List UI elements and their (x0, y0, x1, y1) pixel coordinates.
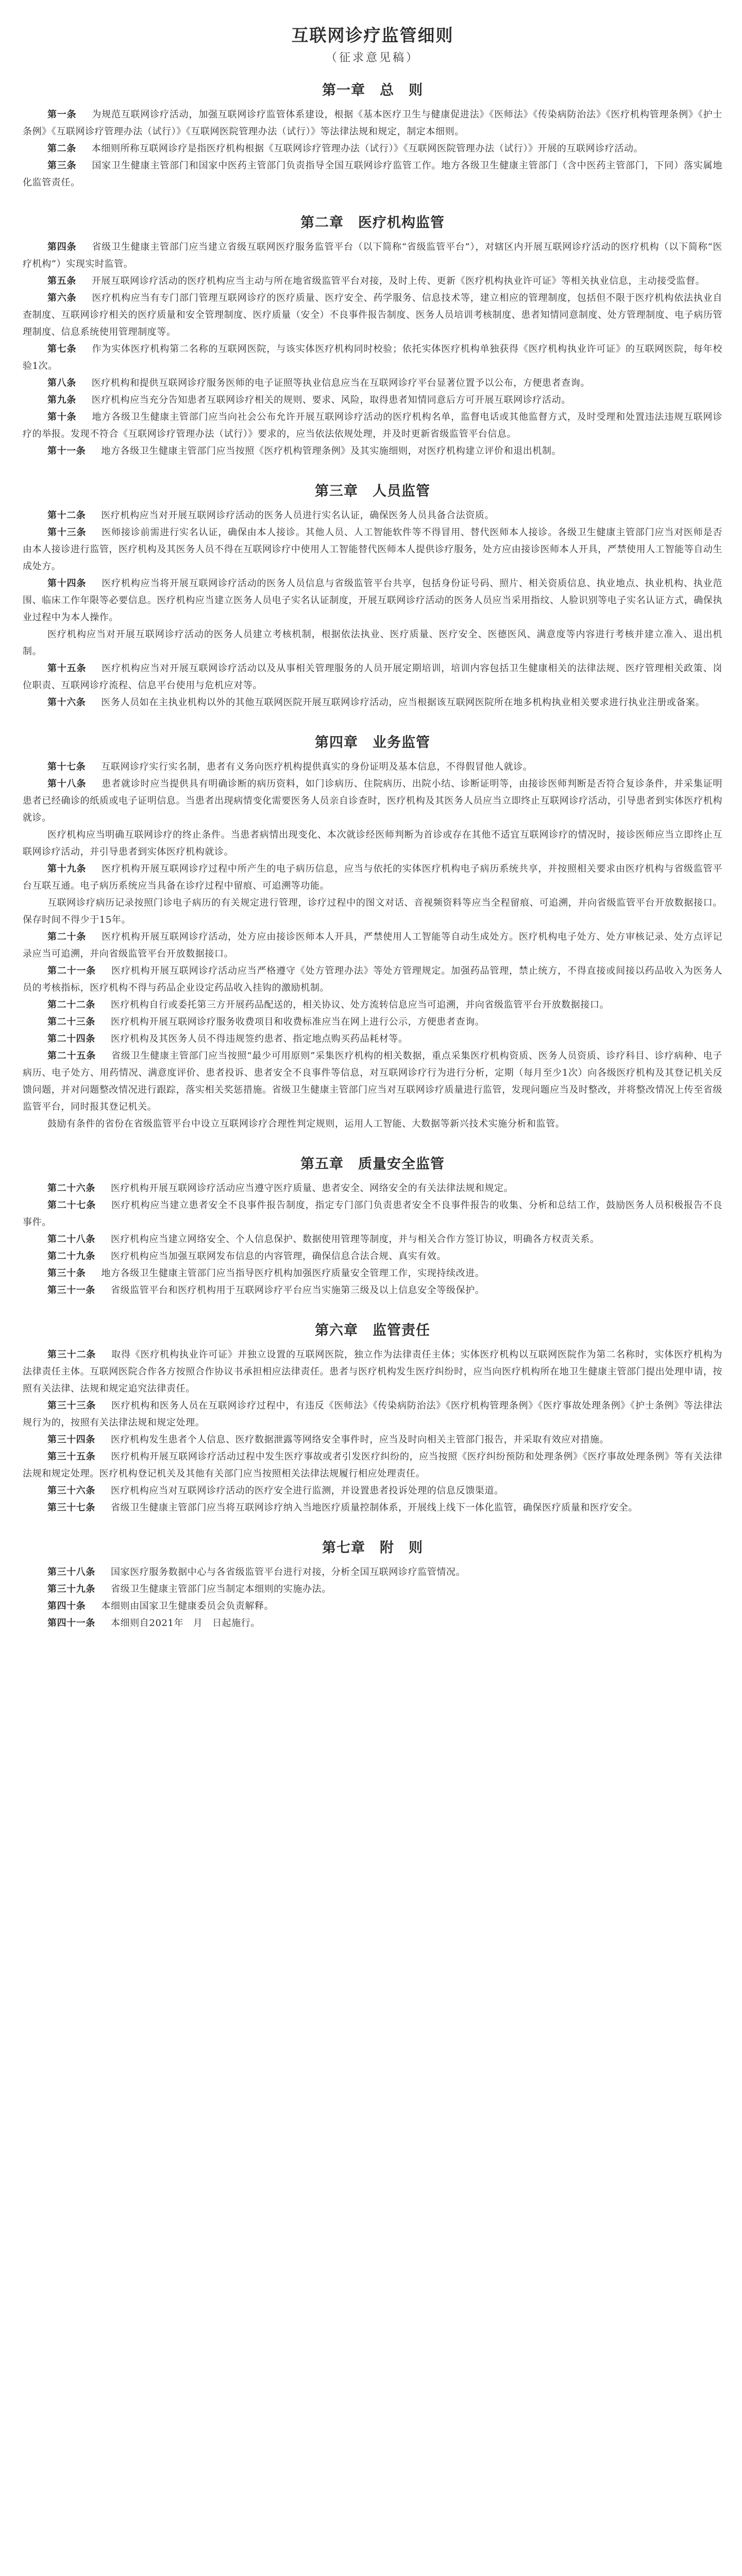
article-paragraph (23, 140, 722, 157)
chapter-title: 第六章 监管责任 (315, 1323, 430, 1338)
article-number: 第三十条 (47, 1268, 86, 1279)
article-text: 取得《医疗机构执业许可证》并独立设置的互联网医院，独立作为法律责任主体；实体医疗机构以互联网医院作为第二名称时，实体医疗机构为法律责任主体。互联网医院合作各方按照合作协议书承担相应法律责任。患者与医疗机构发生医疗纠纷时，应当向医疗机构所在地卫生健康主管部门提出处理申请，按照有关法律、法规和规定追究法律责任。 (23, 1349, 723, 1394)
article-paragraph (23, 1581, 722, 1598)
article-text: 互联网诊疗病历记录按照门诊电子病历的有关规定进行管理，诊疗过程中的图文对话、音视频资料等应当全程留痕、可追溯，并向省级监管平台开放数据接口。保存时间不得少于15年。 (23, 897, 722, 925)
article-text: 医疗机构开展互联网诊疗过程中所产生的电子病历信息，应当与依托的实体医疗机构电子病历系统共享，并按照相关要求由医疗机构与省级监管平台互联互通。电子病历系统应当具备在诊疗过程中留痕、可追溯等功能。 (23, 863, 722, 891)
chapter (23, 1320, 722, 1516)
article-paragraph (23, 239, 722, 273)
article-number: 第三十一条 (47, 1285, 95, 1296)
article-paragraph (23, 507, 722, 524)
article-text: 医疗机构开展互联网诊疗活动，处方应由接诊医师本人开具，严禁使用人工智能等自动生成处方。医疗机构电子处方、处方审核记录、处方点评记录应当可追溯，并向省级监管平台开放数据接口。 (23, 931, 722, 959)
article-number: 第二十五条 (47, 1050, 96, 1061)
article-text: 鼓励有条件的省份在省级监管平台中设立互联网诊疗合理性判定规则，运用人工智能、大数据等新兴技术实施分析和监管。 (47, 1118, 565, 1129)
article-text: 省级卫生健康主管部门应当按照“最少可用原则”采集医疗机构的相关数据，重点采集医疗机构资质、医务人员资质、诊疗科目、诊疗病种、电子病历、电子处方、用药情况、满意度评价、患者投诉、患者安全不良事件等信息，对互联网诊疗行为进行分析，定期（每月至少1次）向各级医疗机构及其登记机关反馈问题，并对问题整改情况进行跟踪，落实相关奖惩措施。省级卫生健康主管部门应当对互联网诊疗质量进行监管，发现问题应当及时整改，并将整改情况上传至省级监管平台，同时报其登记机关。 (23, 1050, 722, 1112)
article-text: 医疗机构开展互联网诊疗活动过程中发生医疗事故或者引发医疗纠纷的，应当按照《医疗纠纷预防和处理条例》《医疗事故处理条例》等有关法律法规和规定处理。医疗机构登记机关及其他有关部门应当按照相关法律法规履行相应处理责任。 (23, 1451, 722, 1479)
article-number: 第二十条 (47, 931, 87, 942)
article-number: 第三十六条 (47, 1485, 95, 1496)
article-paragraph (23, 1248, 722, 1265)
article-number: 第三十五条 (47, 1451, 96, 1462)
article-text: 本细则自2021年 月 日起施行。 (111, 1618, 261, 1629)
article-paragraph (23, 826, 722, 860)
chapter-title: 第七章 附 则 (322, 1540, 423, 1556)
article-paragraph (23, 1030, 722, 1047)
article-paragraph (23, 894, 722, 928)
article-paragraph (23, 1282, 722, 1299)
article-text: 医疗机构应当明确互联网诊疗的终止条件。当患者病情出现变化、本次就诊经医师判断为首诊或存在其他不适宜互联网诊疗的情况时，接诊医师应当立即终止互联网诊疗活动，并引导患者到实体医疗机构就诊。 (23, 829, 722, 857)
article-number: 第八条 (47, 378, 76, 388)
article-paragraph (23, 575, 722, 626)
article-text: 医疗机构自行或委托第三方开展药品配送的，相关协议、处方流转信息应当可追溯，并向省级监管平台开放数据接口。 (111, 999, 610, 1010)
article-number: 第十八条 (47, 778, 87, 789)
article-number: 第十六条 (47, 697, 86, 708)
article-text: 省级卫生健康主管部门应当建立省级互联网医疗服务监管平台（以下简称“省级监管平台”），对辖区内开展互联网诊疗活动的医疗机构（以下简称“医疗机构”）实现实时监管。 (23, 242, 722, 269)
article-paragraph (23, 392, 722, 409)
article-number: 第一条 (47, 109, 77, 120)
article-number: 第五条 (47, 276, 76, 286)
article-text: 互联网诊疗实行实名制，患者有义务向医疗机构提供真实的身份证明及基本信息，不得假冒他人就诊。 (101, 761, 533, 772)
article-number: 第二十六条 (47, 1183, 95, 1194)
article-number: 第十四条 (47, 578, 87, 589)
article-paragraph (23, 860, 722, 894)
article-text: 医疗机构应当对开展互联网诊疗活动的医务人员建立考核机制，根据依法执业、医疗质量、医疗安全、医德医风、满意度等内容进行考核并建立准入、退出机制。 (23, 629, 722, 657)
chapter (23, 213, 722, 460)
article-text: 省级卫生健康主管部门应当将互联网诊疗纳入当地医疗质量控制体系，开展线上线下一体化监管，确保医疗质量和医疗安全。 (111, 1502, 638, 1513)
article-number: 第三十三条 (47, 1400, 96, 1411)
article-paragraph (23, 157, 722, 191)
article-paragraph (23, 1180, 722, 1197)
article-text: 国家卫生健康主管部门和国家中医药主管部门负责指导全国互联网诊疗监管工作。地方各级卫生健康主管部门（含中医药主管部门，下同）落实属地化监管责任。 (23, 160, 722, 188)
chapter-title: 第五章 质量安全监管 (300, 1156, 445, 1172)
article-number: 第二十四条 (47, 1033, 95, 1044)
article-paragraph (23, 928, 722, 962)
article-text: 医疗机构应当对开展互联网诊疗活动以及从事相关管理服务的人员开展定期培训，培训内容包括卫生健康相关的法律法规、医疗管理相关政策、岗位职责、互联网诊疗流程、信息平台使用与危机应对等。 (23, 663, 722, 691)
article-text: 医疗机构发生患者个人信息、医疗数据泄露等网络安全事件时，应当及时向相关主管部门报告，并采取有效应对措施。 (111, 1434, 610, 1445)
article-text: 患者就诊时应当提供具有明确诊断的病历资料，如门诊病历、住院病历、出院小结、诊断证明等，由接诊医师判断是否符合复诊条件，并采集证明患者已经确诊的纸质或电子证明信息。当患者出现病情变化需要医务人员亲自诊查时，医疗机构及其医务人员应当立即终止互联网诊疗活动，引导患者到实体医疗机构就诊。 (23, 778, 722, 823)
article-number: 第四十条 (47, 1601, 86, 1612)
article-paragraph (23, 524, 722, 575)
document-body (23, 80, 722, 1632)
chapter (23, 80, 722, 191)
chapter-title: 第二章 医疗机构监管 (300, 215, 445, 231)
article-paragraph (23, 1499, 722, 1516)
article-paragraph (23, 1482, 722, 1499)
article-text: 医疗机构开展互联网诊疗活动应当严格遵守《处方管理办法》等处方管理规定。加强药品管理，禁止统方，不得直接或间接以药品收入为医务人员的考核指标，医疗机构不得与药品企业设定药品收入挂钩的激励机制。 (23, 965, 723, 993)
article-paragraph (23, 1265, 722, 1282)
article-number: 第四条 (47, 242, 77, 252)
article-text: 省级监管平台和医疗机构用于互联网诊疗平台应当实施第三级及以上信息安全等级保护。 (111, 1285, 485, 1296)
article-number: 第六条 (47, 293, 77, 303)
article-number: 第二十九条 (47, 1251, 95, 1262)
article-text: 医疗机构应当建立网络安全、个人信息保护、数据使用管理等制度，并与相关合作方签订协议，明确各方权责关系。 (111, 1234, 600, 1245)
article-paragraph (23, 273, 722, 290)
article-number: 第二十二条 (47, 999, 95, 1010)
article-text: 本细则所称互联网诊疗是指医疗机构根据《互联网诊疗管理办法（试行）》《互联网医院管理办法（试行）》开展的互联网诊疗活动。 (91, 143, 644, 154)
article-number: 第三十九条 (47, 1584, 95, 1595)
article-paragraph (23, 996, 722, 1013)
article-text: 国家医疗服务数据中心与各省级监管平台进行对接，分析全国互联网诊疗监管情况。 (111, 1567, 466, 1578)
article-text: 医疗机构应当对互联网诊疗活动的医疗安全进行监测，并设置患者投诉处理的信息反馈渠道。 (111, 1485, 504, 1496)
chapter-title: 第三章 人员监管 (315, 483, 430, 499)
chapter (23, 1154, 722, 1299)
article-text: 医疗机构应当有专门部门管理互联网诊疗的医疗质量、医疗安全、药学服务、信息技术等，建立相应的管理制度，包括但不限于医疗机构依法执业自查制度、互联网诊疗相关的医疗质量和安全管理制度、医疗质量（安全）不良事件报告制度、医务人员培训考核制度、患者知情同意制度、处方管理制度、电子病历管理制度、信息系统使用管理制度等。 (23, 293, 722, 337)
article-number: 第三十七条 (47, 1502, 95, 1513)
article-paragraph (23, 1431, 722, 1448)
article-paragraph (23, 1197, 722, 1231)
article-number: 第十九条 (47, 863, 87, 874)
article-number: 第四十一条 (47, 1618, 95, 1629)
article-paragraph (23, 1115, 722, 1132)
article-number: 第十条 (47, 412, 77, 422)
article-paragraph (23, 1598, 722, 1615)
article-number: 第二十一条 (47, 965, 96, 976)
article-paragraph (23, 1013, 722, 1030)
document-subtitle: （征求意见稿） (325, 52, 419, 64)
article-paragraph (23, 775, 722, 826)
article-number: 第二十三条 (47, 1016, 95, 1027)
article-text: 医疗机构和医务人员在互联网诊疗过程中，有违反《医师法》《传染病防治法》《医疗机构管理条例》《医疗事故处理条例》《护士条例》等法律法规行为的，按照有关法律法规和规定处理。 (23, 1400, 722, 1428)
article-paragraph (23, 1448, 722, 1482)
article-paragraph (23, 290, 722, 341)
article-number: 第二条 (47, 143, 76, 154)
article-text: 地方各级卫生健康主管部门应当指导医疗机构加强医疗质量安全管理工作，实现持续改进。 (101, 1268, 485, 1279)
article-paragraph (23, 660, 722, 694)
article-number: 第三十八条 (47, 1567, 95, 1578)
article-paragraph (23, 694, 722, 711)
article-paragraph (23, 758, 722, 775)
article-text: 地方各级卫生健康主管部门应当向社会公布允许开展互联网诊疗活动的医疗机构名单，监督电话或其他监督方式，及时受理和处置违法违规互联网诊疗的举报。发现不符合《互联网诊疗管理办法（试行）》要求的，应当依法依规处理，并及时更新省级监管平台信息。 (23, 412, 722, 439)
article-text: 医疗机构和提供互联网诊疗服务医师的电子证照等执业信息应当在互联网诊疗平台显著位置予以公布，方便患者查询。 (91, 378, 591, 388)
article-number: 第十五条 (47, 663, 87, 674)
article-paragraph (23, 962, 722, 996)
article-text: 医疗机构应当对开展互联网诊疗活动的医务人员进行实名认证，确保医务人员具备合法资质。 (101, 510, 495, 521)
article-paragraph (23, 443, 722, 460)
article-text: 本细则由国家卫生健康委员会负责解释。 (101, 1601, 274, 1612)
article-paragraph (23, 106, 722, 140)
article-number: 第九条 (47, 395, 76, 405)
chapter (23, 733, 722, 1132)
article-number: 第七条 (47, 344, 77, 354)
article-paragraph (23, 375, 722, 392)
article-paragraph (23, 1346, 722, 1397)
chapter (23, 1538, 722, 1632)
article-number: 第十一条 (47, 446, 86, 456)
article-text: 为规范互联网诊疗活动，加强互联网诊疗监管体系建设，根据《基本医疗卫生与健康促进法》《医师法》《传染病防治法》《医疗机构管理条例》《护士条例》《互联网诊疗管理办法（试行）》《互联网医院管理办法（试行）》等法律法规和规定，制定本细则。 (23, 109, 722, 137)
article-number: 第二十八条 (47, 1234, 95, 1245)
article-paragraph (23, 341, 722, 375)
article-text: 医疗机构及其医务人员不得违规签约患者、指定地点购买药品耗材等。 (111, 1033, 408, 1044)
article-number: 第十三条 (47, 527, 87, 538)
article-number: 第十七条 (47, 761, 86, 772)
article-number: 第十二条 (47, 510, 86, 521)
chapter-title: 第四章 业务监管 (315, 735, 430, 751)
article-number: 第三条 (47, 160, 77, 171)
article-text: 医疗机构应当加强互联网发布信息的内容管理，确保信息合法合规、真实有效。 (111, 1251, 446, 1262)
article-paragraph (23, 1231, 722, 1248)
chapter-title: 第一章 总 则 (322, 82, 423, 98)
article-paragraph (23, 1564, 722, 1581)
article-paragraph (23, 1047, 722, 1115)
article-text: 医疗机构开展互联网诊疗服务收费项目和收费标准应当在网上进行公示，方便患者查询。 (111, 1016, 485, 1027)
article-text: 地方各级卫生健康主管部门应当按照《医疗机构管理条例》及其实施细则，对医疗机构建立评价和退出机制。 (101, 446, 562, 456)
article-paragraph (23, 626, 722, 660)
article-text: 医疗机构应当建立患者安全不良事件报告制度，指定专门部门负责患者安全不良事件报告的收集、分析和总结工作，鼓励医务人员积极报告不良事件。 (23, 1200, 723, 1228)
article-text: 开展互联网诊疗活动的医疗机构应当主动与所在地省级监管平台对接，及时上传、更新《医疗机构执业许可证》等相关执业信息，主动接受监督。 (91, 276, 705, 286)
article-paragraph (23, 1615, 722, 1632)
article-text: 医疗机构应当充分告知患者互联网诊疗相关的规则、要求、风险，取得患者知情同意后方可开展互联网诊疗活动。 (91, 395, 571, 405)
article-text: 医务人员如在主执业机构以外的其他互联网医院开展互联网诊疗活动，应当根据该互联网医院所在地多机构执业相关要求进行执业注册或备案。 (101, 697, 705, 708)
article-text: 省级卫生健康主管部门应当制定本细则的实施办法。 (111, 1584, 331, 1595)
article-number: 第二十七条 (47, 1200, 96, 1211)
article-text: 医疗机构应当将开展互联网诊疗活动的医务人员信息与省级监管平台共享，包括身份证号码、照片、相关资质信息、执业地点、执业机构、执业范围、临床工作年限等必要信息。医疗机构应当建立医务人员电子实名认证制度，开展互联网诊疗活动的医务人员应当采用指纹、人脸识别等电子实名认证方式，确保执业过程中为本人操作。 (23, 578, 722, 623)
article-text: 医师接诊前需进行实名认证，确保由本人接诊。其他人员、人工智能软件等不得冒用、替代医师本人接诊。各级卫生健康主管部门应当对医师是否由本人接诊进行监管，医疗机构及其医务人员不得在互联网诊疗中使用人工智能替代医师本人提供诊疗服务，处方应由接诊医师本人开具，严禁使用人工智能等自动生成处方。 (23, 527, 722, 572)
article-text: 医疗机构开展互联网诊疗活动应当遵守医疗质量、患者安全、网络安全的有关法律法规和规定。 (111, 1183, 514, 1194)
article-paragraph (23, 409, 722, 443)
article-paragraph (23, 1397, 722, 1431)
article-text: 作为实体医疗机构第二名称的互联网医院，与该实体医疗机构同时校验；依托实体医疗机构单独获得《医疗机构执业许可证》的互联网医院，每年校验1次。 (23, 344, 722, 371)
article-number: 第三十四条 (47, 1434, 95, 1445)
document-title: 互联网诊疗监管细则 (291, 25, 454, 45)
article-number: 第三十二条 (47, 1349, 96, 1360)
chapter (23, 481, 722, 711)
